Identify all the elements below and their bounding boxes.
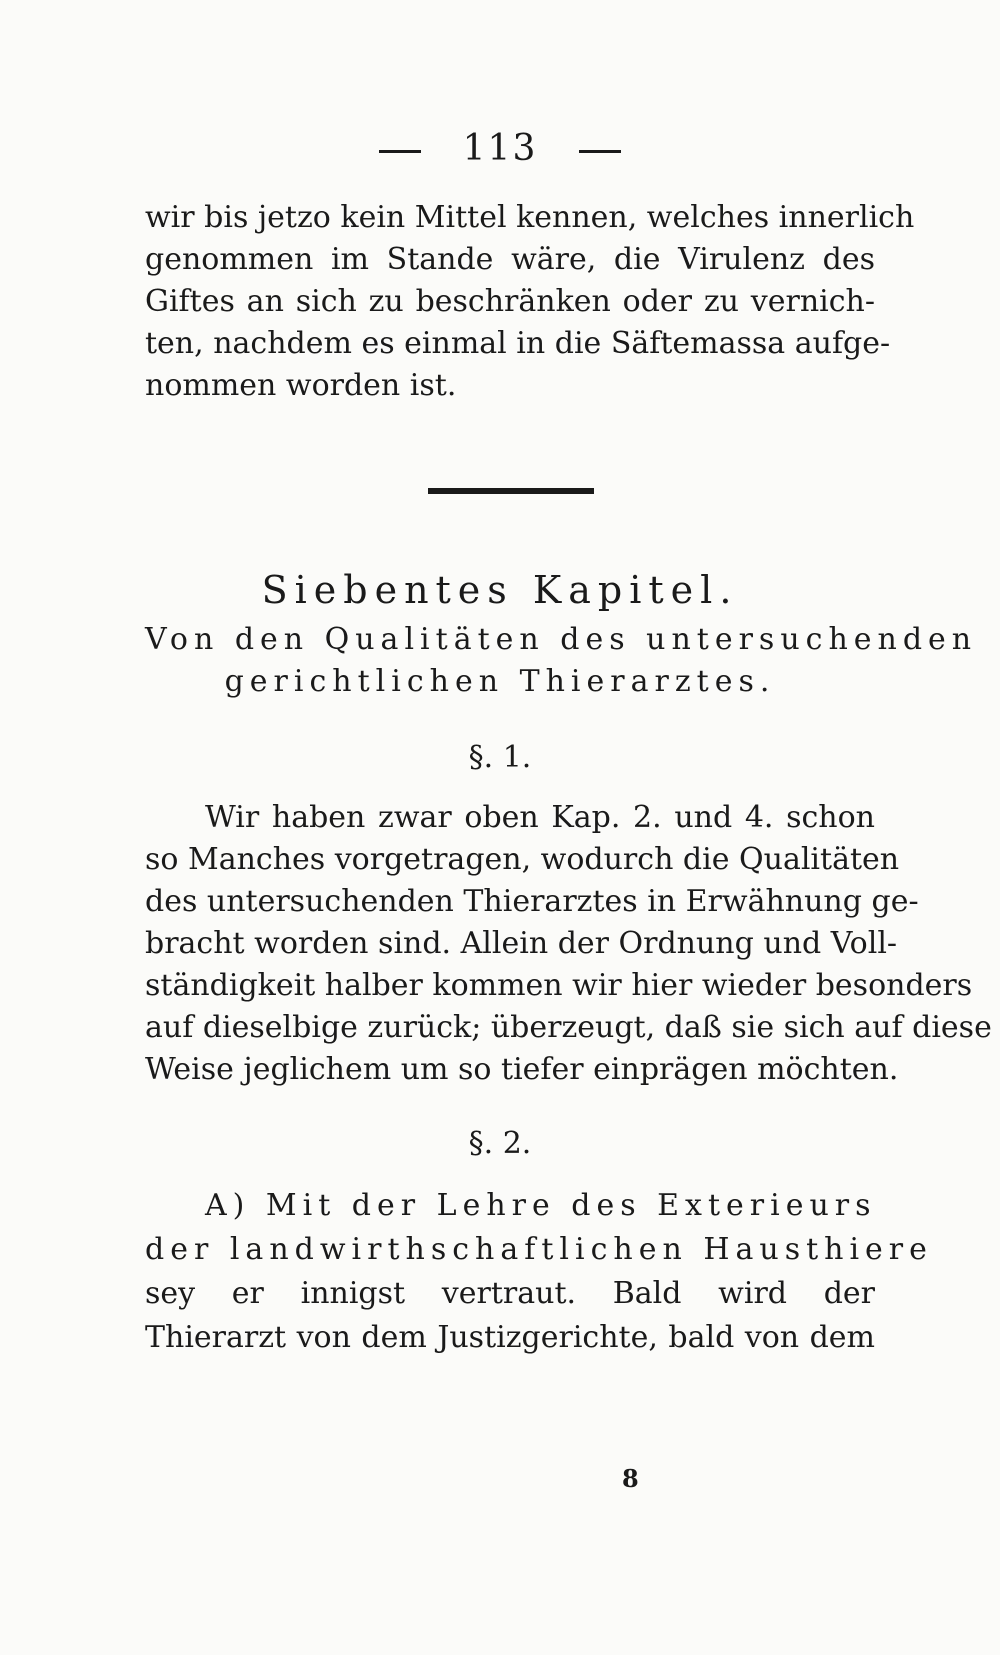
paragraph-line: genommen im Stande wäre, die Virulenz des: [145, 242, 875, 277]
paragraph-line: der landwirthschaftlichen Hausthiere: [145, 1232, 933, 1267]
paragraph-line: nommen worden ist.: [145, 368, 457, 403]
paragraph-line: Giftes an sich zu beschränken oder zu vernich-: [145, 284, 875, 319]
paragraph-line: ten, nachdem es einmal in die Säftemassa aufge-: [145, 326, 891, 361]
header-dash-left: [379, 150, 421, 153]
section-heading: §. 2.: [468, 1126, 532, 1161]
chapter-title: Siebentes Kapitel.: [261, 568, 739, 612]
paragraph-line: bracht worden sind. Allein der Ordnung und Voll-: [145, 926, 898, 961]
page-header: [0, 128, 1000, 169]
page-number: 113: [462, 128, 538, 169]
chapter-subtitle-line: Von den Qualitäten des untersuchenden: [145, 622, 978, 657]
paragraph-line: Wir haben zwar oben Kap. 2. und 4. schon: [205, 800, 875, 835]
paragraph-line: auf dieselbige zurück; überzeugt, daß sie sich auf diese: [145, 1010, 992, 1045]
paragraph-line: Thierarzt von dem Justizgerichte, bald von dem: [145, 1320, 875, 1355]
chapter-subtitle-line: gerichtlichen Thierarztes.: [224, 664, 776, 699]
paragraph-line: ständigkeit halber kommen wir hier wieder besonders: [145, 968, 973, 1003]
paragraph-line: des untersuchenden Thierarztes in Erwähnung ge-: [145, 884, 919, 919]
paragraph-line: wir bis jetzo kein Mittel kennen, welches innerlich: [145, 200, 915, 235]
paragraph-line: Weise jeglichem um so tiefer einprägen möchten.: [145, 1052, 899, 1087]
header-dash-right: [579, 150, 621, 153]
section-heading: §. 1.: [468, 740, 532, 775]
paragraph-line: so Manches vorgetragen, wodurch die Qualitäten: [145, 842, 900, 877]
paragraph-line: sey er innigst vertraut. Bald wird der: [145, 1276, 875, 1311]
signature-mark: 8: [622, 1464, 639, 1493]
paragraph-line: A) Mit der Lehre des Exterieurs: [205, 1188, 877, 1223]
section-divider: [428, 488, 594, 494]
